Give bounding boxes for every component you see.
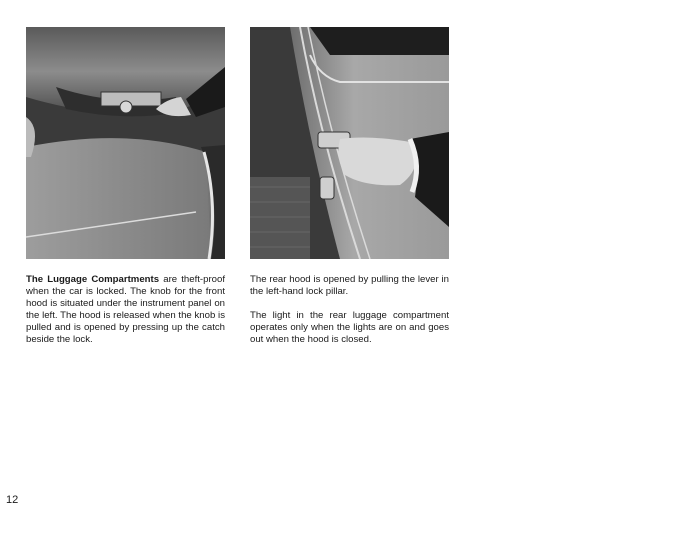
luggage-compartments-heading: The Luggage Compartments [26, 274, 160, 285]
luggage-light-paragraph: The light in the rear luggage compartment operates only when the lights are on and goes out when the hood is closed. [250, 310, 449, 346]
luggage-compartments-text: are theft-proof when the car is locked. The knob for the front hood is situated under the instrument panel on the left. The hood is released when the knob is pulled and is opened by pressing up the catch beside the lock. [26, 274, 225, 346]
luggage-compartments-paragraph [26, 274, 225, 347]
rear-hood-paragraph: The rear hood is opened by pulling the lever in the left-hand lock pillar. [250, 274, 449, 298]
left-text-column [26, 274, 225, 359]
front-hood-photo [26, 27, 225, 259]
right-text-column [250, 274, 449, 358]
page-number: 12 [6, 494, 19, 506]
rear-hood-lever-photo [250, 27, 449, 259]
